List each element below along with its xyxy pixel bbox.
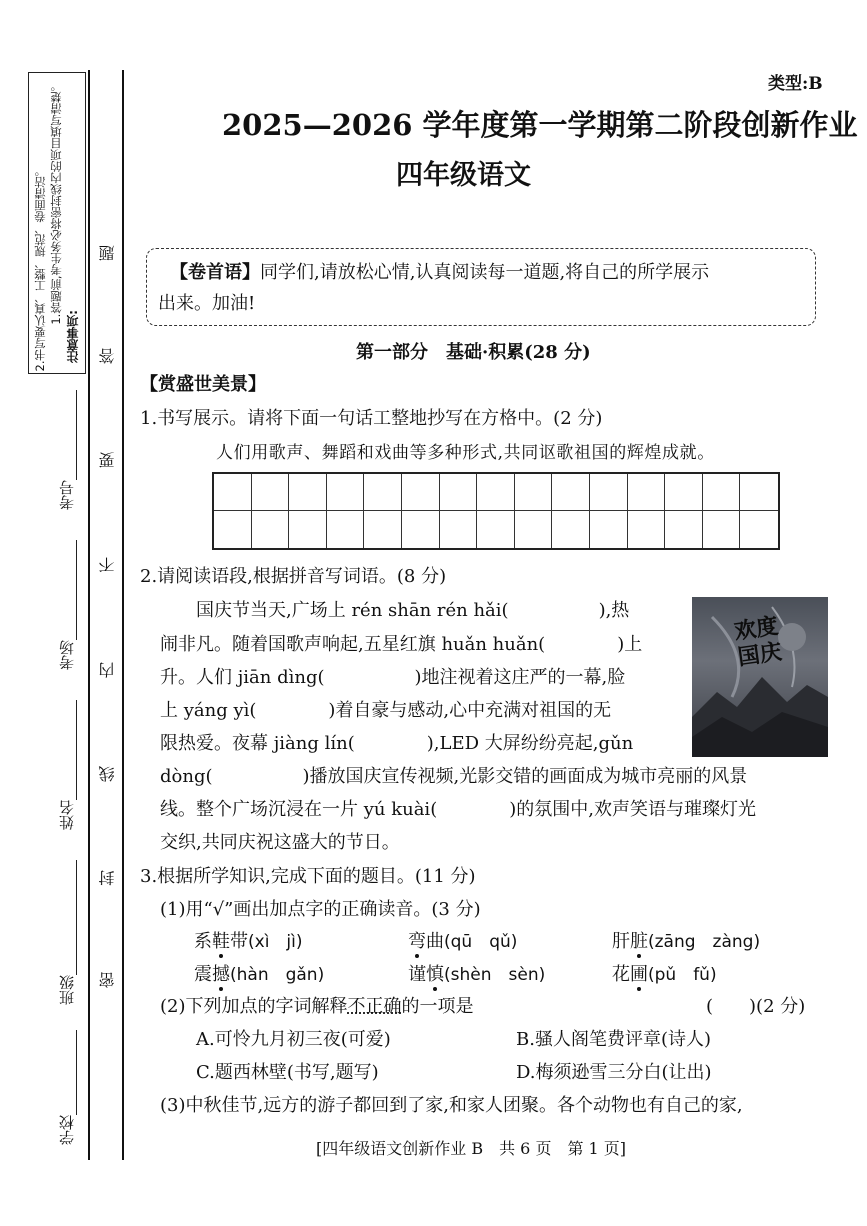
q2-line-5: 限热爱。夜幕 jiàng lín( ),LED 大屏纷纷亮起,gǔn — [160, 733, 634, 754]
q2-line-2: 闹非凡。随着国歌声响起,五星红旗 huǎn huǎn( )上 — [160, 634, 643, 655]
q2-line-8: 交织,共同庆祝这盛大的节日。 — [160, 832, 400, 853]
national-day-image — [692, 597, 828, 757]
image-title: 欢度国庆 — [732, 613, 784, 671]
q3-sub2-score[interactable]: ( )(2 分) — [706, 996, 806, 1017]
exam-subtitle: 四年级语文 — [396, 160, 531, 191]
emphasis-not-correct: 不正确 — [347, 996, 402, 1017]
part1-title: 第一部分 基础·积累(28 分) — [356, 342, 591, 363]
notes-line-2: 2.书写要认真、工整、规范、卷面清洁。 — [33, 165, 47, 372]
field-exam-number-line — [76, 390, 77, 480]
q2-line-7: 线。整个广场沉浸在一片 yú kuài( )的氛围中,欢声笑语与璀璨灯光 — [160, 799, 756, 820]
seal-char-8: 密 — [98, 972, 117, 988]
q3-title: 3.根据所学知识,完成下面的题目。(11 分) — [140, 866, 476, 887]
notes-title: 注意事项: — [66, 310, 80, 363]
section1-title: 【赏盛世美景】 — [140, 374, 266, 395]
field-name: 姓名 — [58, 800, 76, 830]
q2-title: 2.请阅读语段,根据拼音写词语。(8 分) — [140, 566, 447, 587]
pron-item-4: 震撼(hàn gǎn) — [194, 964, 325, 985]
exam-title: 2025—2026 学年度第一学期第二阶段创新作业 — [222, 108, 858, 142]
pron-item-1: 系鞋带(xì jì) — [194, 931, 303, 952]
margin-line-thick — [88, 70, 90, 1160]
pron-item-2: 弯曲(qū qǔ) — [408, 931, 518, 952]
seal-char-4: 不 — [98, 557, 117, 573]
q1-title: 1.书写展示。请将下面一句话工整地抄写在方格中。(2 分) — [140, 408, 603, 429]
option-b[interactable]: B.骚人阁笔费评章(诗人) — [516, 1029, 711, 1050]
q3-sub2: (2)下列加点的字词解释不正确的一项是 — [160, 996, 474, 1017]
q1-sentence: 人们用歌声、舞蹈和戏曲等多种形式,共同讴歌祖国的辉煌成就。 — [216, 443, 715, 463]
q2-line-4: 上 yáng yì( )着自豪与感动,心中充满对祖国的无 — [160, 700, 612, 721]
q2-line-6: dòng( )播放国庆宣传视频,光影交错的画面成为城市亮丽的风景 — [160, 766, 748, 787]
seal-char-3: 要 — [98, 452, 117, 468]
field-exam-number: 考号 — [58, 480, 76, 510]
seal-char-2: 答 — [98, 348, 117, 364]
field-school-line — [76, 1030, 77, 1115]
seal-line — [122, 70, 124, 1160]
seal-char-7: 封 — [98, 870, 117, 886]
field-class: 班级 — [58, 975, 76, 1005]
pron-item-6: 花圃(pǔ fǔ) — [612, 964, 717, 985]
q3-sub3: (3)中秋佳节,远方的游子都回到了家,和家人团聚。各个动物也有自己的家, — [160, 1095, 743, 1116]
pron-item-5: 谨慎(shèn sèn) — [408, 964, 546, 985]
field-name-line — [76, 700, 77, 800]
type-label: 类型:B — [768, 74, 823, 94]
page-footer: [四年级语文创新作业 B 共 6 页 第 1 页] — [316, 1139, 627, 1158]
notes-line-1: 1.答题前,考生务必将密封线内的项目填写清楚。 — [49, 80, 63, 325]
q2-line-1: 国庆节当天,广场上 rén shān rén hǎi( ),热 — [196, 600, 630, 621]
seal-char-6: 线 — [98, 766, 117, 782]
field-school: 学校 — [58, 1115, 76, 1145]
q2-line-3: 升。人们 jiān dìng( )地注视着这庄严的一幕,脸 — [160, 667, 626, 688]
preface-line-1 — [170, 262, 709, 284]
field-class-line — [76, 860, 77, 975]
writing-grid[interactable] — [212, 472, 780, 550]
preface-line-2: 出来。加油! — [158, 293, 256, 314]
option-d[interactable]: D.梅须逊雪三分白(让出) — [516, 1062, 712, 1083]
seal-char-5: 内 — [98, 662, 117, 678]
field-exam-room: 考场 — [58, 640, 76, 670]
option-c[interactable]: C.题西林壁(书写,题写) — [196, 1062, 379, 1083]
preface-label: 【卷首语】 — [170, 262, 260, 283]
seal-char-1: 题 — [98, 245, 117, 261]
preface-text-1: 同学们,请放松心情,认真阅读每一道题,将自己的所学展示 — [260, 262, 710, 283]
q3-sub1: (1)用“√”画出加点字的正确读音。(3 分) — [160, 899, 481, 920]
pron-item-3: 肝脏(zāng zàng) — [612, 931, 761, 952]
option-a[interactable]: A.可怜九月初三夜(可爱) — [196, 1029, 391, 1050]
field-exam-room-line — [76, 540, 77, 640]
